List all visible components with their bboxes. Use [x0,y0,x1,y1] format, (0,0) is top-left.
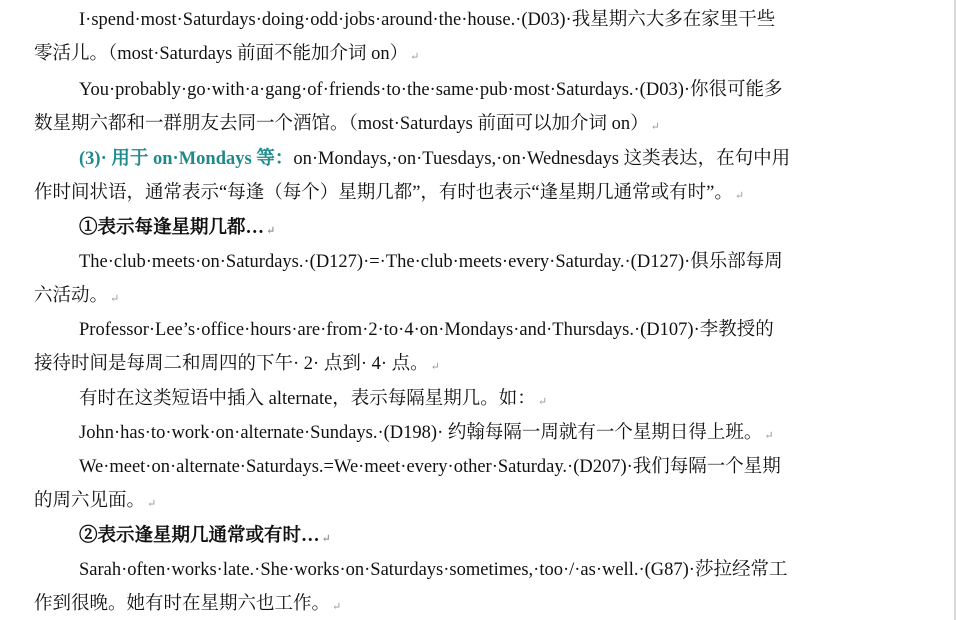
paragraph-mark: ↵ [110,293,120,305]
paragraph-mark: ↵ [266,225,276,237]
paragraph-mark: ↵ [764,430,774,442]
paragraph-mark: ↵ [321,533,331,545]
text-line: 的周六见面。 ↵ [34,491,157,511]
text-line: 六活动。 ↵ [34,286,120,306]
text-line: (3)· 用于 on·Mondays 等：on·Mondays,·on·Tuesdays,·on·Wednesdays 这类表达，在句中用 [79,149,791,169]
paragraph-mark: ↵ [147,498,157,510]
text-line: Sarah·often·works·late.·She·works·on·Saturdays·sometimes,·too·/·as·well.·(G87)·莎拉经常工 [79,560,788,580]
text-line: 接待时间是每周二和周四的下午· 2· 点到· 4· 点。 ↵ [34,354,440,374]
text-line: John·has·to·work·on·alternate·Sundays.·(D198)· 约翰每隔一周就有一个星期日得上班。 ↵ [79,423,774,443]
text-line: I·spend·most·Saturdays·doing·odd·jobs·around·the·house.·(D03)·我星期六大多在家里干些 [79,10,776,30]
paragraph-mark: ↵ [410,51,420,63]
paragraph-mark: ↵ [734,190,745,202]
section-heading: (3)· 用于 on·Mondays 等： [79,149,294,169]
text-line: You·probably·go·with·a·gang·of·friends·to·the·same·pub·most·Saturdays.·(D03)·你很可能多 [79,80,783,100]
text-line: The·club·meets·on·Saturdays.·(D127)·=·The·club·meets·every·Saturday.·(D127)·俱乐部每周 [79,252,783,272]
text-line: 数星期六都和一群朋友去同一个酒馆。（most·Saturdays 前面可以加介词 on） ↵ [34,114,660,134]
text-line: 零活儿。（most·Saturdays 前面不能加介词 on） ↵ [34,44,420,64]
paragraph-mark: ↵ [537,396,548,408]
paragraph-mark: ↵ [332,601,342,613]
paragraph-mark: ↵ [430,361,440,373]
paragraph-mark: ↵ [650,121,660,133]
text-line: Professor·Lee’s·office·hours·are·from·2·to·4·on·Mondays·and·Thursdays.·(D107)·李教授的 [79,320,774,340]
text-line: 有时在这类短语中插入 alternate，表示每隔星期几。如： ↵ [79,389,548,409]
subheading: ②表示逢星期几通常或有时… ↵ [79,526,331,546]
text-line: 作到很晚。她有时在星期六也工作。 ↵ [34,594,342,614]
subheading: ①表示每逢星期几都… ↵ [79,218,276,238]
text-line: 作时间状语，通常表示“每逢（每个）星期几都”，有时也表示“逢星期几通常或有时”。 ↵ [34,183,745,203]
text-line: We·meet·on·alternate·Saturdays.=We·meet·every·other·Saturday.·(D207)·我们每隔一个星期 [79,457,781,477]
